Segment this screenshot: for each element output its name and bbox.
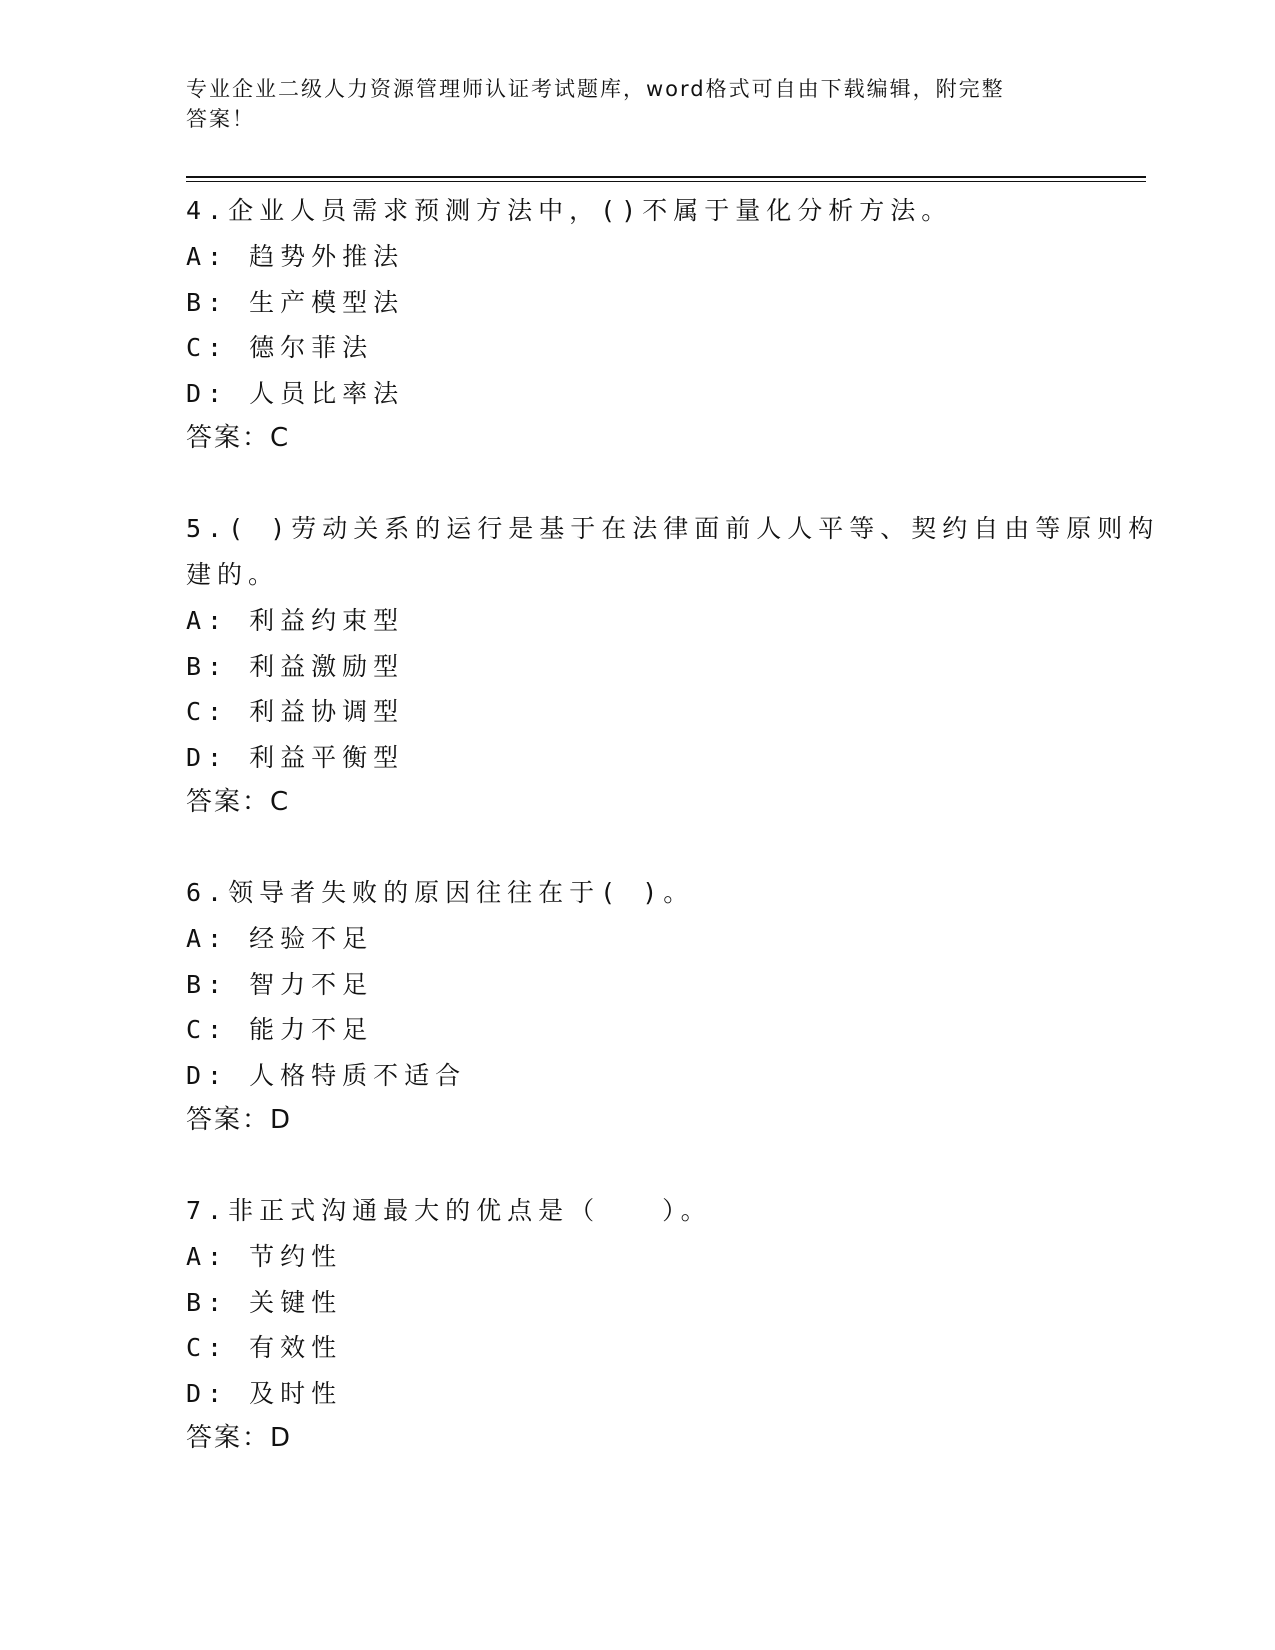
- option-a: A: 利益约束型: [186, 606, 405, 635]
- question-stem: [186, 1188, 1086, 1234]
- option-a: A: 节约性: [186, 1242, 343, 1271]
- answer-line: 答案：D: [186, 1423, 293, 1453]
- question-stem: [186, 870, 1086, 916]
- question-spacer: [186, 825, 1086, 870]
- question-7: [186, 1188, 1086, 1461]
- option-c: C: 有效性: [186, 1333, 343, 1362]
- option-b: B: 生产模型法: [186, 287, 405, 317]
- option-c: C: 能力不足: [186, 1015, 374, 1044]
- option-c: C: 德尔菲法: [186, 333, 374, 362]
- question-spacer: [186, 1143, 1086, 1188]
- question-stem: [186, 506, 1160, 598]
- option-b: B: 关键性: [186, 1287, 343, 1317]
- option-c: C: 利益协调型: [186, 697, 405, 726]
- answer-line: 答案：C: [186, 787, 291, 817]
- question-stem: [186, 188, 1086, 234]
- answer-line: 答案：D: [186, 1105, 293, 1135]
- question-stem-line: 5.( )劳动关系的运行是基于在法律面前人人平等、契约自由等原则构: [186, 514, 1160, 543]
- question-stem-line: 7.非正式沟通最大的优点是（ ）。: [186, 1196, 712, 1225]
- option-a: A: 经验不足: [186, 924, 374, 953]
- answer-line: 答案：C: [186, 423, 291, 453]
- option-d: D: 人格特质不适合: [186, 1060, 467, 1090]
- question-spacer: [186, 461, 1086, 506]
- question-stem-line: 4.企业人员需求预测方法中，()不属于量化分析方法。: [186, 196, 953, 225]
- option-a: A: 趋势外推法: [186, 242, 405, 271]
- option-d: D: 及时性: [186, 1378, 343, 1408]
- header-line-2: 答案！: [186, 107, 255, 131]
- header-line-1: 专业企业二级人力资源管理师认证考试题库，word格式可自由下载编辑，附完整: [186, 77, 1005, 101]
- option-b: B: 智力不足: [186, 969, 374, 999]
- question-stem-line: 6.领导者失败的原因往往在于( )。: [186, 878, 695, 907]
- header-divider-thin: [186, 181, 1146, 182]
- option-d: D: 利益平衡型: [186, 742, 405, 772]
- option-b: B: 利益激励型: [186, 651, 405, 681]
- question-4: [186, 188, 1086, 461]
- question-list: [186, 188, 1160, 1461]
- document-header: [186, 74, 1086, 134]
- option-d: D: 人员比率法: [186, 378, 405, 408]
- question-stem-line: 建的。: [186, 560, 280, 589]
- question-6: [186, 870, 1086, 1143]
- header-divider-thick: [186, 176, 1146, 178]
- question-5: [186, 506, 1160, 825]
